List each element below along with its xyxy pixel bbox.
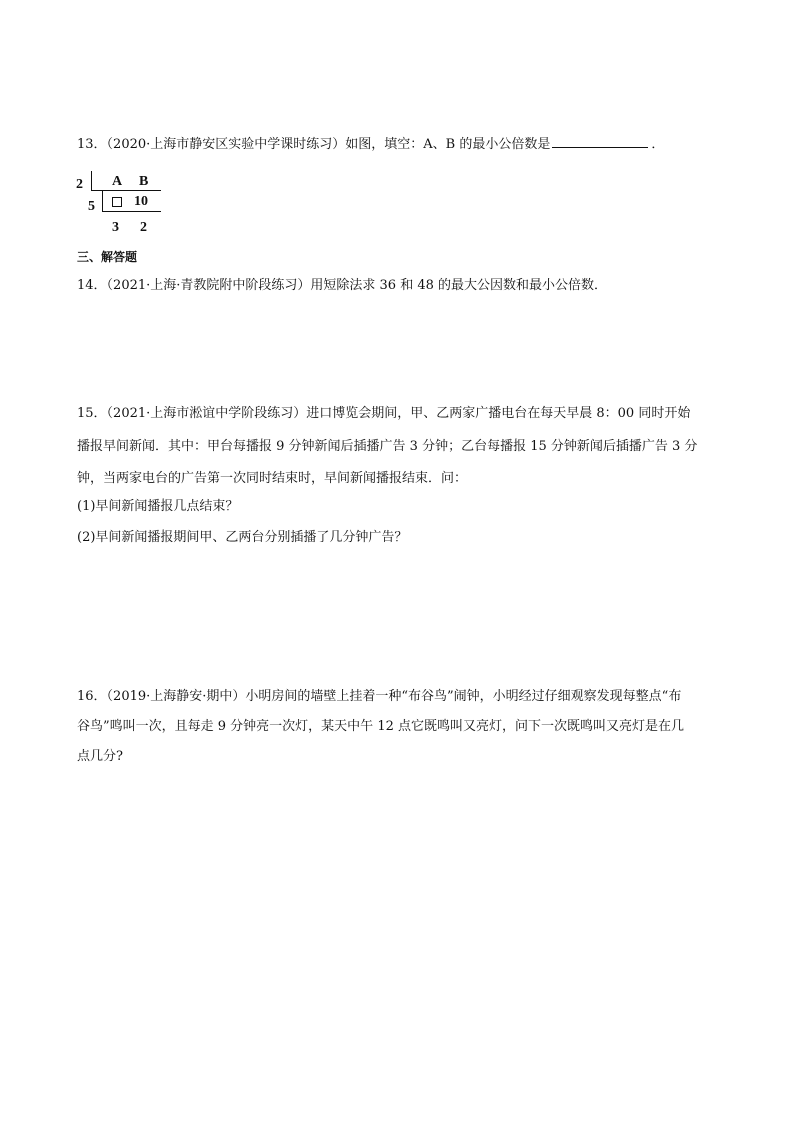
question-13-text: 13．（2020·上海市静安区实验中学课时练习）如图，填空：A、B 的最小公倍数是 [77,137,551,152]
question-14: 14．（2021·上海·青教院附中阶段练习）用短除法求 36 和 48 的最大公因数和最小公倍数． [77,278,608,293]
question-13 [77,135,664,153]
quotient-1: 3 [112,220,119,235]
answer-blank[interactable] [552,135,648,148]
question-13-end: ． [651,137,665,152]
question-16-line-1: 16．（2019·上海静安·期中）小明房间的墙壁上挂着一种“布谷鸟”闹钟，小明经过仔细观察发现每整点“布 [77,689,682,704]
label-a: A [112,174,123,189]
division-bar-vertical-1 [91,171,92,191]
divisor-second: 5 [88,199,95,214]
division-bar-horizontal-2 [102,211,161,212]
missing-number-box [112,197,122,207]
label-b: B [139,174,149,189]
row2-value: 10 [134,194,148,209]
section-heading: 三、解答题 [77,250,138,264]
question-15-line-1: 15．（2021·上海市淞谊中学阶段练习）进口博览会期间，甲、乙两家广播电台在每天早晨 8：00 同时开始 [77,406,691,421]
quotient-2: 2 [140,220,147,235]
short-division-figure [72,170,172,240]
question-15-line-3: 钟，当两家电台的广告第一次同时结束时，早间新闻播报结束．问： [77,471,468,486]
question-15-line-2: 播报早间新闻．其中：甲台每播报 9 分钟新闻后插播广告 3 分钟；乙台每播报 15 分钟新闻后插播广告 3 分 [77,439,698,454]
divisor-first: 2 [76,177,83,192]
question-15-part-1: (1)早间新闻播报几点结束？ [77,499,239,514]
question-15-part-2: (2)早间新闻播报期间甲、乙两台分别插播了几分钟广告？ [77,530,408,545]
division-bar-vertical-2 [102,190,103,211]
question-16-line-3: 点几分? [77,749,123,764]
question-16-line-2: 谷鸟”鸣叫一次，且每走 9 分钟亮一次灯，某天中午 12 点它既鸣叫又亮灯，问下一次既鸣叫又亮灯是在几 [77,719,684,734]
